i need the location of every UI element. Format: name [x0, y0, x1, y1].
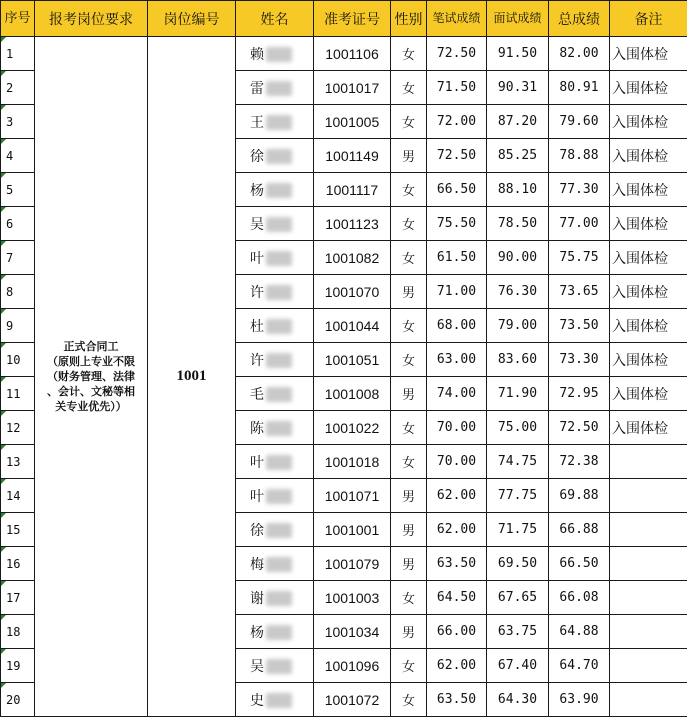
cell-gender[interactable]: 女 — [391, 411, 427, 445]
cell-flag-icon — [1, 343, 6, 348]
cell-flag-icon — [1, 275, 6, 280]
cell-gender[interactable]: 女 — [391, 445, 427, 479]
cell-gender[interactable]: 男 — [391, 513, 427, 547]
cell-flag-icon — [1, 173, 6, 178]
cell-total-score[interactable]: 69.88 — [549, 479, 610, 513]
cell-ticket[interactable]: 1001117 — [314, 173, 391, 207]
cell-name-text: 杨 — [250, 624, 264, 641]
cell-gender[interactable]: 女 — [391, 207, 427, 241]
redaction-blur — [266, 625, 292, 640]
header-total-score: 总成绩 — [549, 1, 610, 37]
redaction-blur — [266, 523, 292, 538]
cell-flag-icon — [1, 207, 6, 212]
cell-note[interactable]: 入围体检 — [610, 105, 687, 139]
cell-flag-icon — [1, 615, 6, 620]
cell-note[interactable]: 入围体检 — [610, 37, 687, 71]
cell-note[interactable]: 入围体检 — [610, 71, 687, 105]
cell-interview-score[interactable]: 78.50 — [487, 207, 549, 241]
cell-ticket[interactable]: 1001018 — [314, 445, 391, 479]
cell-name-text: 杜 — [250, 318, 264, 335]
redaction-blur — [266, 557, 292, 572]
cell-seq[interactable] — [1, 37, 35, 71]
cell-seq[interactable] — [1, 445, 35, 479]
header-requirement: 报考岗位要求 — [35, 1, 148, 37]
header-row — [1, 1, 687, 37]
cell-seq[interactable] — [1, 683, 35, 717]
cell-ticket[interactable]: 1001017 — [314, 71, 391, 105]
cell-name[interactable] — [236, 173, 314, 207]
cell-flag-icon — [1, 37, 6, 42]
header-note: 备注 — [610, 1, 687, 37]
cell-seq[interactable] — [1, 173, 35, 207]
cell-written-score[interactable]: 72.50 — [427, 37, 487, 71]
cell-flag-icon — [1, 479, 6, 484]
cell-name[interactable] — [236, 275, 314, 309]
cell-seq[interactable] — [1, 139, 35, 173]
cell-written-score[interactable]: 61.50 — [427, 241, 487, 275]
cell-name-text: 陈 — [250, 420, 264, 437]
cell-written-score[interactable]: 74.00 — [427, 377, 487, 411]
cell-flag-icon — [1, 683, 6, 688]
cell-gender[interactable]: 男 — [391, 275, 427, 309]
cell-seq-text: 18 — [6, 624, 21, 639]
cell-interview-score[interactable]: 90.31 — [487, 71, 549, 105]
cell-seq[interactable] — [1, 513, 35, 547]
cell-interview-score[interactable]: 91.50 — [487, 37, 549, 71]
redaction-blur — [266, 659, 292, 674]
cell-ticket[interactable]: 1001123 — [314, 207, 391, 241]
cell-ticket[interactable]: 1001082 — [314, 241, 391, 275]
cell-name-text: 赖 — [250, 46, 264, 63]
header-name: 姓名 — [236, 1, 314, 37]
cell-note[interactable] — [610, 513, 687, 547]
cell-flag-icon — [1, 581, 6, 586]
cell-ticket[interactable]: 1001003 — [314, 581, 391, 615]
cell-note[interactable]: 入围体检 — [610, 377, 687, 411]
cell-seq-text: 8 — [6, 284, 14, 299]
cell-name[interactable] — [236, 71, 314, 105]
cell-gender[interactable]: 女 — [391, 683, 427, 717]
cell-name-text: 王 — [250, 114, 264, 131]
cell-name-text: 梅 — [250, 556, 264, 573]
cell-name[interactable] — [236, 411, 314, 445]
cell-seq-text: 11 — [6, 386, 21, 401]
cell-note[interactable]: 入围体检 — [610, 343, 687, 377]
cell-name[interactable] — [236, 377, 314, 411]
cell-name[interactable] — [236, 683, 314, 717]
redaction-blur — [266, 319, 292, 334]
cell-interview-score[interactable]: 87.20 — [487, 105, 549, 139]
cell-interview-score[interactable]: 67.65 — [487, 581, 549, 615]
cell-note[interactable]: 入围体检 — [610, 139, 687, 173]
cell-interview-score[interactable]: 64.30 — [487, 683, 549, 717]
cell-gender[interactable]: 男 — [391, 377, 427, 411]
cell-total-score[interactable]: 73.30 — [549, 343, 610, 377]
cell-written-score[interactable]: 66.00 — [427, 615, 487, 649]
header-seq: 序号 — [1, 1, 35, 37]
cell-flag-icon — [1, 445, 6, 450]
cell-written-score[interactable]: 63.50 — [427, 683, 487, 717]
cell-interview-score[interactable]: 63.75 — [487, 615, 549, 649]
cell-note[interactable] — [610, 683, 687, 717]
cell-seq-text: 15 — [6, 522, 21, 537]
cell-total-score[interactable]: 82.00 — [549, 37, 610, 71]
cell-seq[interactable] — [1, 343, 35, 377]
cell-seq-text: 19 — [6, 658, 21, 673]
cell-flag-icon — [1, 547, 6, 552]
cell-interview-score[interactable]: 77.75 — [487, 479, 549, 513]
cell-note[interactable] — [610, 649, 687, 683]
cell-seq-text: 10 — [6, 352, 21, 367]
cell-seq-text: 1 — [6, 46, 14, 61]
cell-total-score[interactable]: 73.50 — [549, 309, 610, 343]
cell-seq[interactable] — [1, 71, 35, 105]
redaction-blur — [266, 149, 292, 164]
requirement-line: （原则上专业不限 — [47, 355, 135, 368]
cell-written-score[interactable]: 71.00 — [427, 275, 487, 309]
cell-interview-score[interactable]: 76.30 — [487, 275, 549, 309]
cell-gender[interactable]: 女 — [391, 343, 427, 377]
redaction-blur — [266, 183, 292, 198]
cell-ticket[interactable]: 1001106 — [314, 37, 391, 71]
cell-seq[interactable] — [1, 207, 35, 241]
redaction-blur — [266, 489, 292, 504]
cell-note[interactable] — [610, 615, 687, 649]
cell-name[interactable] — [236, 615, 314, 649]
cell-ticket[interactable]: 1001070 — [314, 275, 391, 309]
cell-total-score[interactable]: 66.88 — [549, 513, 610, 547]
cell-name[interactable] — [236, 445, 314, 479]
cell-written-score[interactable]: 62.00 — [427, 513, 487, 547]
cell-gender[interactable]: 女 — [391, 105, 427, 139]
cell-seq-text: 6 — [6, 216, 14, 231]
cell-name-text: 徐 — [250, 148, 264, 165]
cell-seq[interactable] — [1, 105, 35, 139]
cell-seq-text: 17 — [6, 590, 21, 605]
header-written-score: 笔试成绩 — [427, 1, 487, 37]
cell-interview-score[interactable]: 71.75 — [487, 513, 549, 547]
cell-gender[interactable]: 女 — [391, 71, 427, 105]
cell-name[interactable] — [236, 241, 314, 275]
cell-total-score[interactable]: 77.30 — [549, 173, 610, 207]
cell-seq[interactable] — [1, 275, 35, 309]
cell-name[interactable] — [236, 513, 314, 547]
cell-name-text: 史 — [250, 692, 264, 709]
cell-interview-score[interactable]: 71.90 — [487, 377, 549, 411]
header-position-code: 岗位编号 — [148, 1, 236, 37]
cell-requirement[interactable] — [35, 37, 148, 717]
cell-flag-icon — [1, 105, 6, 110]
cell-seq[interactable] — [1, 615, 35, 649]
cell-name-text: 叶 — [250, 454, 264, 471]
cell-name[interactable] — [236, 37, 314, 71]
cell-interview-score[interactable]: 85.25 — [487, 139, 549, 173]
cell-written-score[interactable]: 62.00 — [427, 649, 487, 683]
requirement-line: （财务管理、法律 — [47, 370, 135, 383]
cell-total-score[interactable]: 72.50 — [549, 411, 610, 445]
cell-flag-icon — [1, 139, 6, 144]
cell-written-score[interactable]: 63.50 — [427, 547, 487, 581]
cell-name[interactable] — [236, 581, 314, 615]
cell-name-text: 雷 — [250, 80, 264, 97]
cell-name-text: 许 — [250, 352, 264, 369]
redaction-blur — [266, 115, 292, 130]
cell-interview-score[interactable]: 79.00 — [487, 309, 549, 343]
cell-name[interactable] — [236, 105, 314, 139]
table-row — [1, 37, 687, 71]
cell-note[interactable] — [610, 479, 687, 513]
cell-interview-score[interactable]: 90.00 — [487, 241, 549, 275]
cell-name-text: 吴 — [250, 658, 264, 675]
cell-seq[interactable] — [1, 309, 35, 343]
cell-gender[interactable]: 男 — [391, 479, 427, 513]
cell-seq-text: 16 — [6, 556, 21, 571]
cell-flag-icon — [1, 411, 6, 416]
cell-note[interactable] — [610, 581, 687, 615]
cell-seq[interactable] — [1, 479, 35, 513]
cell-flag-icon — [1, 513, 6, 518]
cell-total-score[interactable]: 66.08 — [549, 581, 610, 615]
cell-total-score[interactable]: 66.50 — [549, 547, 610, 581]
cell-name-text: 毛 — [250, 386, 264, 403]
cell-ticket[interactable]: 1001149 — [314, 139, 391, 173]
cell-seq[interactable] — [1, 411, 35, 445]
cell-seq-text: 3 — [6, 114, 14, 129]
cell-ticket[interactable]: 1001079 — [314, 547, 391, 581]
header-interview-score: 面试成绩 — [487, 1, 549, 37]
cell-note[interactable]: 入围体检 — [610, 207, 687, 241]
cell-gender[interactable]: 女 — [391, 173, 427, 207]
cell-name[interactable] — [236, 547, 314, 581]
cell-ticket[interactable]: 1001071 — [314, 479, 391, 513]
cell-total-score[interactable]: 72.95 — [549, 377, 610, 411]
cell-name[interactable] — [236, 479, 314, 513]
cell-flag-icon — [1, 649, 6, 654]
cell-name-text: 谢 — [250, 590, 264, 607]
cell-flag-icon — [1, 377, 6, 382]
requirement-line: 、会计、文秘等相 — [47, 385, 135, 398]
redaction-blur — [266, 693, 292, 708]
cell-total-score[interactable]: 64.70 — [549, 649, 610, 683]
cell-written-score[interactable]: 66.50 — [427, 173, 487, 207]
cell-seq[interactable] — [1, 649, 35, 683]
cell-gender[interactable]: 男 — [391, 615, 427, 649]
cell-flag-icon — [1, 309, 6, 314]
requirement-line: 关专业优先）） — [55, 400, 127, 413]
cell-name[interactable] — [236, 309, 314, 343]
cell-ticket[interactable]: 1001034 — [314, 615, 391, 649]
cell-name-text: 吴 — [250, 216, 264, 233]
redaction-blur — [266, 285, 292, 300]
cell-ticket[interactable]: 1001072 — [314, 683, 391, 717]
redaction-blur — [266, 47, 292, 62]
cell-note[interactable]: 入围体检 — [610, 275, 687, 309]
cell-ticket[interactable]: 1001022 — [314, 411, 391, 445]
cell-ticket[interactable]: 1001096 — [314, 649, 391, 683]
cell-seq-text: 20 — [6, 692, 21, 707]
cell-interview-score[interactable]: 74.75 — [487, 445, 549, 479]
cell-name-text: 许 — [250, 284, 264, 301]
cell-written-score[interactable]: 63.00 — [427, 343, 487, 377]
cell-gender[interactable]: 女 — [391, 309, 427, 343]
cell-note[interactable] — [610, 445, 687, 479]
redaction-blur — [266, 387, 292, 402]
cell-interview-score[interactable]: 69.50 — [487, 547, 549, 581]
cell-name-text: 叶 — [250, 250, 264, 267]
cell-name[interactable] — [236, 649, 314, 683]
table-header — [1, 1, 687, 37]
cell-note[interactable]: 入围体检 — [610, 411, 687, 445]
cell-seq[interactable] — [1, 377, 35, 411]
cell-ticket[interactable]: 1001005 — [314, 105, 391, 139]
cell-seq-text: 9 — [6, 318, 14, 333]
cell-written-score[interactable]: 64.50 — [427, 581, 487, 615]
redaction-blur — [266, 217, 292, 232]
cell-total-score[interactable]: 75.75 — [549, 241, 610, 275]
cell-seq-text: 2 — [6, 80, 14, 95]
cell-ticket[interactable]: 1001044 — [314, 309, 391, 343]
redaction-blur — [266, 353, 292, 368]
cell-seq[interactable] — [1, 581, 35, 615]
cell-written-score[interactable]: 72.50 — [427, 139, 487, 173]
cell-name-text: 徐 — [250, 522, 264, 539]
cell-gender[interactable]: 女 — [391, 649, 427, 683]
cell-flag-icon — [1, 71, 6, 76]
cell-seq-text: 7 — [6, 250, 14, 265]
cell-seq[interactable] — [1, 547, 35, 581]
redaction-blur — [266, 455, 292, 470]
cell-total-score[interactable]: 80.91 — [549, 71, 610, 105]
cell-written-score[interactable]: 68.00 — [427, 309, 487, 343]
cell-interview-score[interactable]: 75.00 — [487, 411, 549, 445]
cell-name[interactable] — [236, 343, 314, 377]
header-gender: 性别 — [391, 1, 427, 37]
cell-seq-text: 13 — [6, 454, 21, 469]
cell-seq-text: 14 — [6, 488, 21, 503]
cell-gender[interactable]: 女 — [391, 581, 427, 615]
cell-written-score[interactable]: 71.50 — [427, 71, 487, 105]
cell-name[interactable] — [236, 207, 314, 241]
cell-ticket[interactable]: 1001051 — [314, 343, 391, 377]
cell-total-score[interactable]: 63.90 — [549, 683, 610, 717]
redaction-blur — [266, 421, 292, 436]
cell-name[interactable] — [236, 139, 314, 173]
cell-total-score[interactable]: 73.65 — [549, 275, 610, 309]
redaction-blur — [266, 591, 292, 606]
cell-interview-score[interactable]: 83.60 — [487, 343, 549, 377]
cell-seq-text: 5 — [6, 182, 14, 197]
cell-written-score[interactable]: 72.00 — [427, 105, 487, 139]
table-body — [1, 37, 687, 717]
cell-total-score[interactable]: 78.88 — [549, 139, 610, 173]
cell-interview-score[interactable]: 67.40 — [487, 649, 549, 683]
cell-note[interactable]: 入围体检 — [610, 309, 687, 343]
cell-total-score[interactable]: 72.38 — [549, 445, 610, 479]
cell-total-score[interactable]: 77.00 — [549, 207, 610, 241]
cell-gender[interactable]: 男 — [391, 547, 427, 581]
cell-interview-score[interactable]: 88.10 — [487, 173, 549, 207]
cell-total-score[interactable]: 79.60 — [549, 105, 610, 139]
cell-note[interactable]: 入围体检 — [610, 173, 687, 207]
cell-name-text: 叶 — [250, 488, 264, 505]
cell-seq-text: 12 — [6, 420, 21, 435]
cell-position-code[interactable]: 1001 — [148, 37, 236, 717]
cell-gender[interactable]: 男 — [391, 139, 427, 173]
cell-note[interactable]: 入围体检 — [610, 241, 687, 275]
cell-gender[interactable]: 女 — [391, 241, 427, 275]
cell-flag-icon — [1, 241, 6, 246]
cell-note[interactable] — [610, 547, 687, 581]
redaction-blur — [266, 251, 292, 266]
cell-total-score[interactable]: 64.88 — [549, 615, 610, 649]
cell-written-score[interactable]: 70.00 — [427, 411, 487, 445]
cell-ticket[interactable]: 1001008 — [314, 377, 391, 411]
cell-written-score[interactable]: 75.50 — [427, 207, 487, 241]
cell-written-score[interactable]: 70.00 — [427, 445, 487, 479]
redaction-blur — [266, 81, 292, 96]
cell-written-score[interactable]: 62.00 — [427, 479, 487, 513]
header-ticket: 准考证号 — [314, 1, 391, 37]
cell-seq-text: 4 — [6, 148, 14, 163]
cell-gender[interactable]: 女 — [391, 37, 427, 71]
requirement-line: 正式合同工 — [63, 340, 119, 353]
cell-name-text: 杨 — [250, 182, 264, 199]
cell-seq[interactable] — [1, 241, 35, 275]
cell-ticket[interactable]: 1001001 — [314, 513, 391, 547]
